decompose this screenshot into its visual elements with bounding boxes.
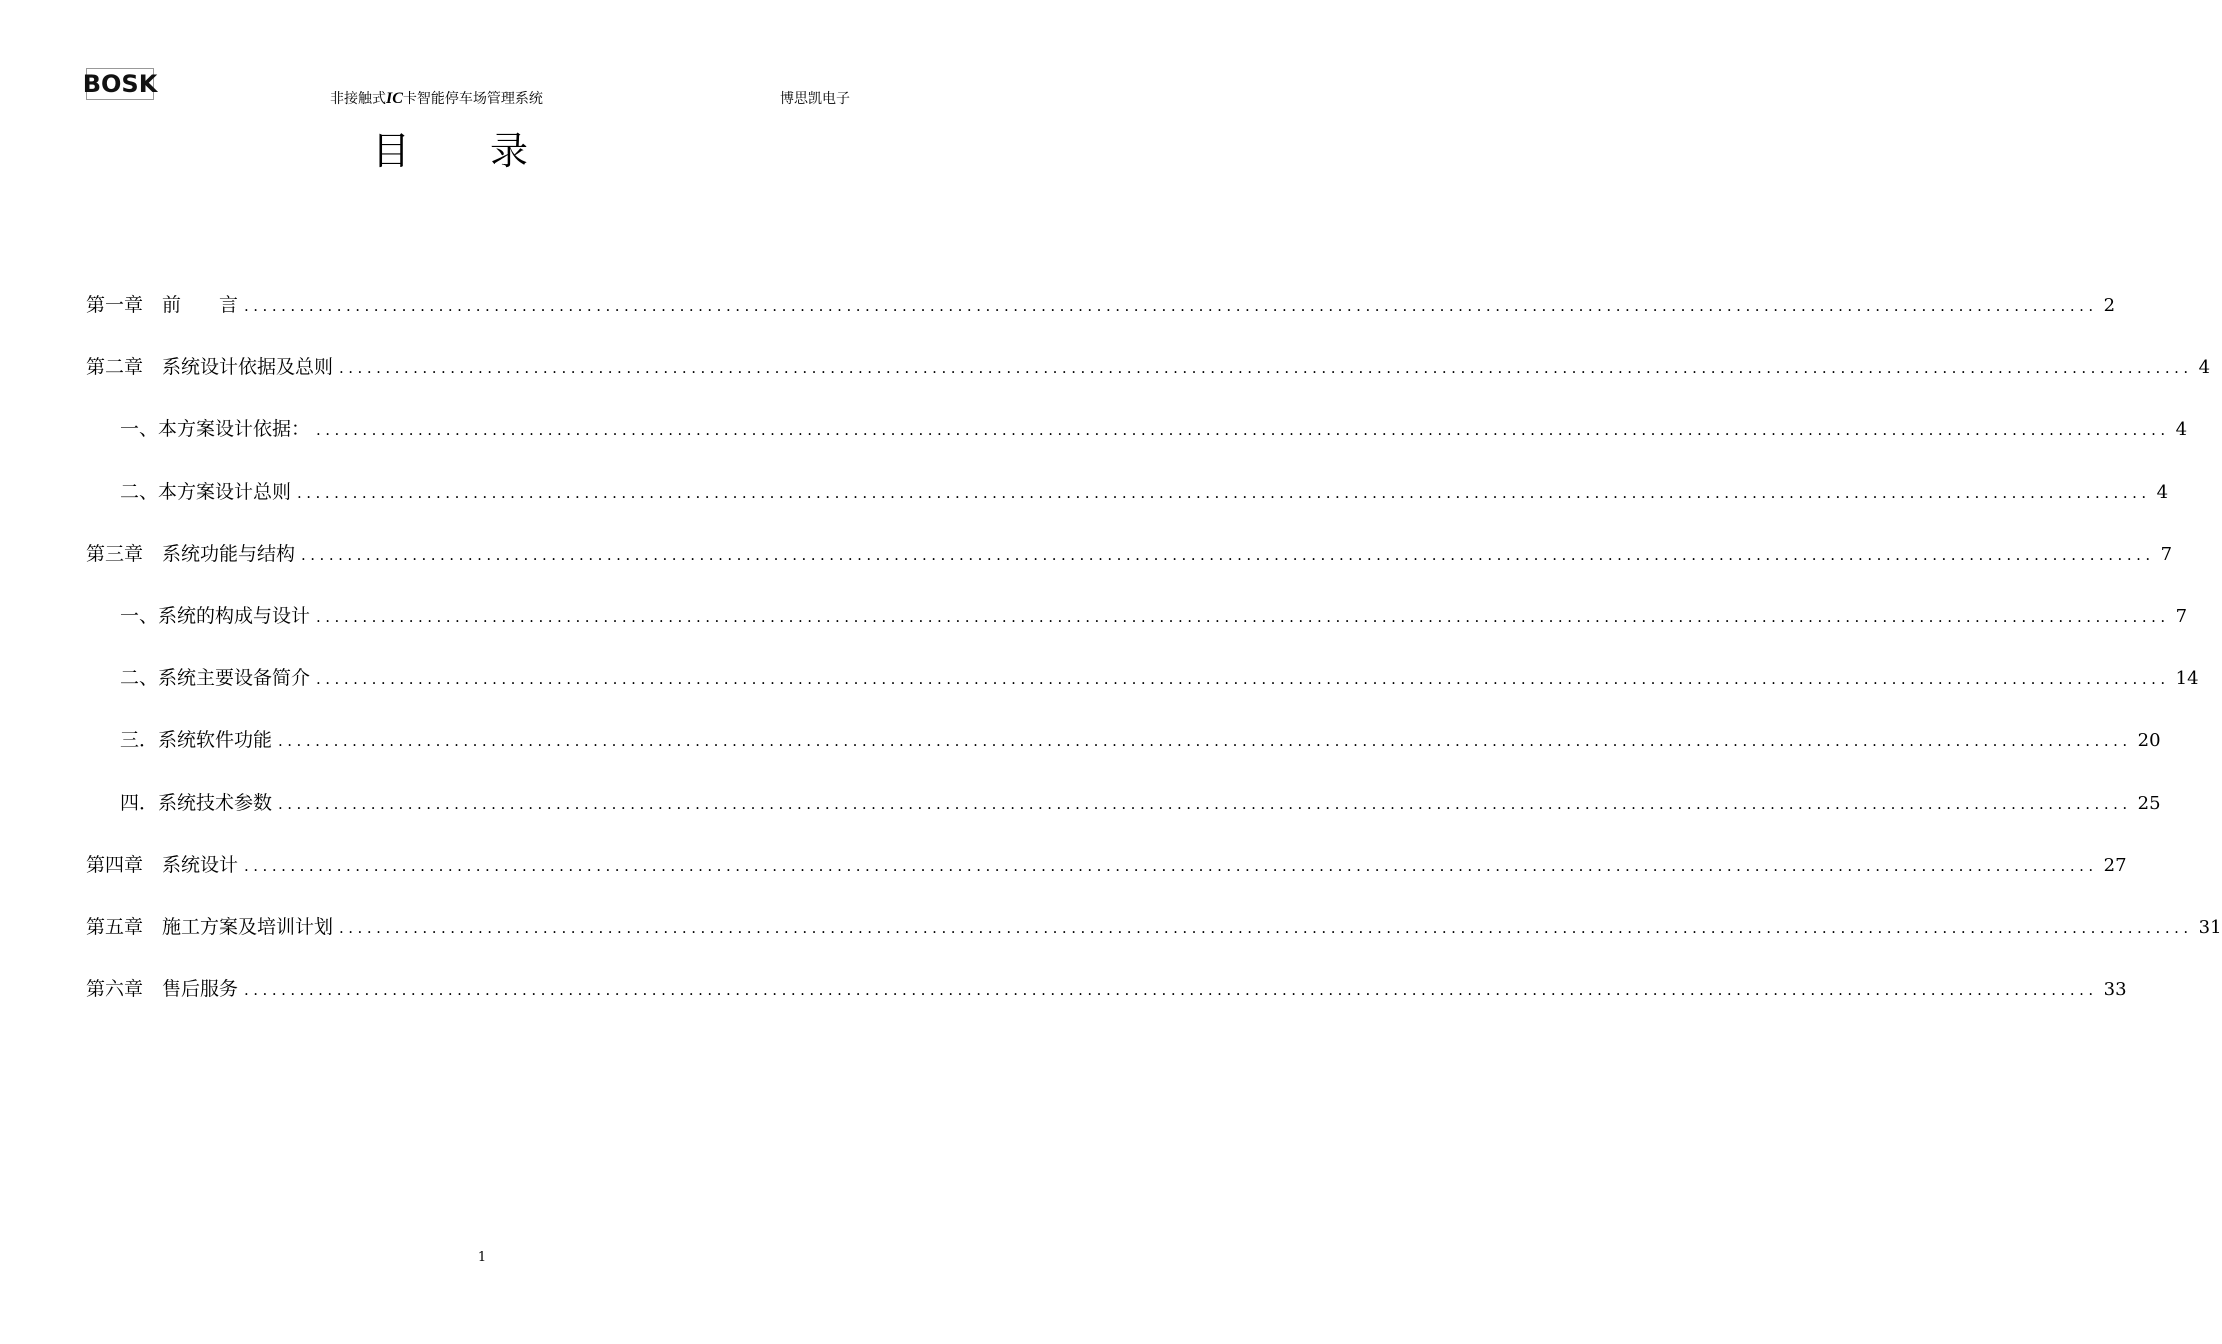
header-title-suffix: 卡智能停车场管理系统 — [402, 91, 543, 107]
toc-leader-dots: ........................................................................................................................................................................................................ — [297, 483, 2151, 502]
header-title-prefix: 非接触式 — [330, 91, 386, 107]
toc-entry[interactable] — [86, 414, 2188, 476]
toc-entry[interactable] — [86, 290, 2116, 352]
toc-leader-dots: ........................................................................................................................................................................................................ — [244, 981, 2098, 1000]
page-number: 1 — [477, 1250, 487, 1265]
toc-leader-dots: ........................................................................................................................................................................................................ — [316, 607, 2170, 626]
toc-entry-label: 第六章 售后服务 — [86, 978, 239, 1001]
header-document-title — [330, 88, 543, 108]
toc-entry-label: 二、本方案设计总则 — [120, 480, 292, 503]
toc-entry-page: 4 — [2198, 357, 2211, 379]
toc-entry[interactable] — [86, 601, 2188, 663]
toc-entry-label: 二、系统主要设备简介 — [120, 667, 311, 690]
toc-leader-dots: ........................................................................................................................................................................................................ — [316, 670, 2170, 689]
toc-entry-label: 一、本方案设计依据： — [120, 418, 311, 441]
toc-entry-label: 第二章 系统设计依据及总则 — [86, 356, 334, 379]
toc-leader-dots: ........................................................................................................................................................................................................ — [316, 421, 2170, 440]
toc-entry[interactable] — [86, 477, 2169, 539]
company-logo: BOSK — [82, 70, 158, 98]
toc-entry-page: 20 — [2137, 730, 2161, 752]
table-of-contents — [86, 290, 2222, 1036]
toc-entry[interactable] — [86, 974, 2127, 1036]
toc-leader-dots: ........................................................................................................................................................................................................ — [244, 297, 2098, 315]
toc-leader-dots: ........................................................................................................................................................................................................ — [278, 794, 2132, 813]
toc-leader-dots: ........................................................................................................................................................................................................ — [339, 359, 2193, 378]
toc-entry-label: 第四章 系统设计 — [86, 853, 239, 876]
header-company-name: 博思凯电子 — [780, 91, 850, 107]
toc-entry-label: 一、系统的构成与设计 — [120, 604, 311, 627]
header-title-ic: IC — [386, 90, 403, 107]
toc-entry-label: 第五章 施工方案及培训计划 — [86, 915, 334, 938]
toc-leader-dots: ........................................................................................................................................................................................................ — [278, 732, 2132, 751]
toc-leader-dots: ........................................................................................................................................................................................................ — [301, 545, 2155, 564]
toc-entry-page: 33 — [2103, 979, 2127, 1001]
toc-entry-page: 25 — [2137, 792, 2161, 814]
toc-entry-label: 三．系统软件功能 — [120, 729, 273, 752]
toc-entry-page: 14 — [2175, 668, 2199, 690]
toc-entry-label: 第一章 前 言 — [86, 294, 239, 316]
toc-entry-label: 四．系统技术参数 — [120, 791, 273, 814]
page-title: 目录 — [371, 129, 608, 173]
toc-entry-page: 4 — [2156, 481, 2169, 503]
toc-entry-label: 第三章 系统功能与结构 — [86, 542, 296, 565]
toc-entry-page: 7 — [2175, 605, 2188, 627]
toc-entry-page: 2 — [2103, 295, 2116, 316]
header-rule — [86, 109, 874, 110]
toc-entry[interactable] — [86, 850, 2127, 912]
toc-entry[interactable] — [86, 352, 2211, 414]
toc-entry[interactable] — [86, 725, 2161, 787]
toc-entry[interactable] — [86, 788, 2161, 850]
toc-entry[interactable] — [86, 912, 2222, 974]
toc-leader-dots: ........................................................................................................................................................................................................ — [339, 918, 2193, 937]
toc-entry-page: 7 — [2160, 543, 2173, 565]
toc-entry[interactable] — [86, 539, 2173, 601]
toc-entry-page: 27 — [2103, 854, 2127, 876]
toc-entry-page: 31 — [2198, 916, 2222, 938]
toc-leader-dots: ........................................................................................................................................................................................................ — [244, 856, 2098, 875]
toc-entry[interactable] — [86, 663, 2199, 725]
toc-entry-page: 4 — [2175, 419, 2188, 441]
